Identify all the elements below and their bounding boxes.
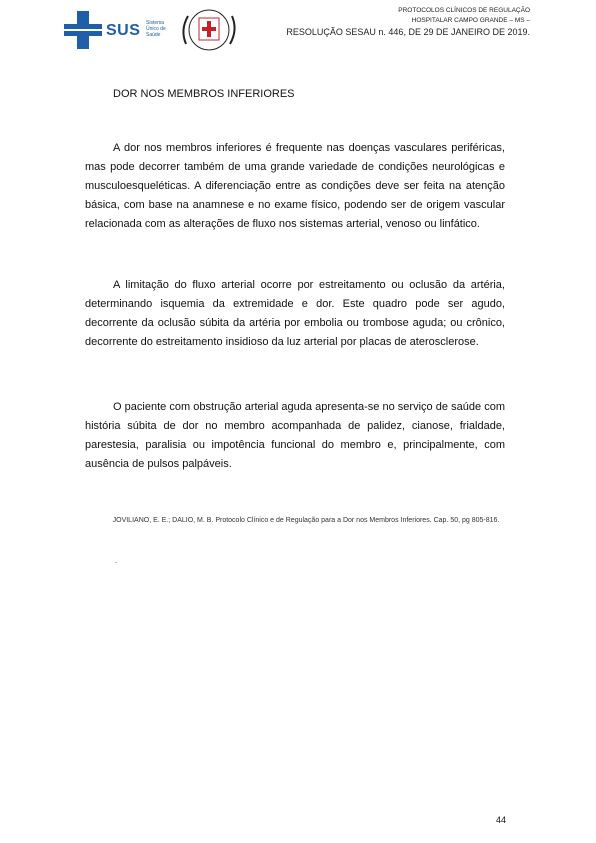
sus-logo-text: SUS [106,22,141,39]
paragraph-3: O paciente com obstrução arterial aguda apresenta-se no serviço de saúde com história súbita de dor no membro acompanhada de palidez, cianose, frialdade, parestesia, paralisia ou impotência funcional do membro e, principalmente, com ausência de pulsos palpáveis. [85,401,505,470]
reference-citation: JOVILIANO, E. E.; DALIO, M. B. Protocolo Clínico e de Regulação para a Dor nos Membros Inferiores. Cap. 50, pg 805-816. [112,517,500,524]
trailing-mark: . [115,556,118,565]
header-protocol-title [286,6,530,38]
paragraph-1: A dor nos membros inferiores é frequente nas doenças vasculares periféricas, mas pode decorrer também de uma grande variedade de condições neurológicas e musculoesqueléticas. A diferenciação entre as condições deve ser feita na atenção básica, com base na anamnese e no exame físico, podendo ser de origem vascular relacionada com as alterações de fluxo nos sistemas arterial, venoso ou linfático. [85,142,505,230]
section-title: DOR NOS MEMBROS INFERIORES [113,88,295,100]
regulacao-seal-icon [176,4,242,56]
header-resolution: RESOLUÇÃO SESAU n. 446, DE 29 DE JANEIRO DE 2019. [286,27,530,37]
header-logos [62,4,252,50]
header-line-2: HOSPITALAR CAMPO GRANDE – MS – [411,17,530,24]
header-line-1: PROTOCOLOS CLÍNICOS DE REGULAÇÃO [398,7,530,14]
sus-logo-subtitle: Sistema Único de Saúde [146,20,166,38]
paragraph-2: A limitação do fluxo arterial ocorre por estreitamento ou oclusão da artéria, determinando isquemia da extremidade e dor. Este quadro pode ser agudo, decorrente da oclusão súbita da artéria por embolia ou trombose aguda; ou crônico, decorrente do estreitamento insidioso da luz arterial por placas de aterosclerose. [85,279,505,348]
page-number: 44 [496,815,507,825]
sus-cross-icon [62,9,104,51]
